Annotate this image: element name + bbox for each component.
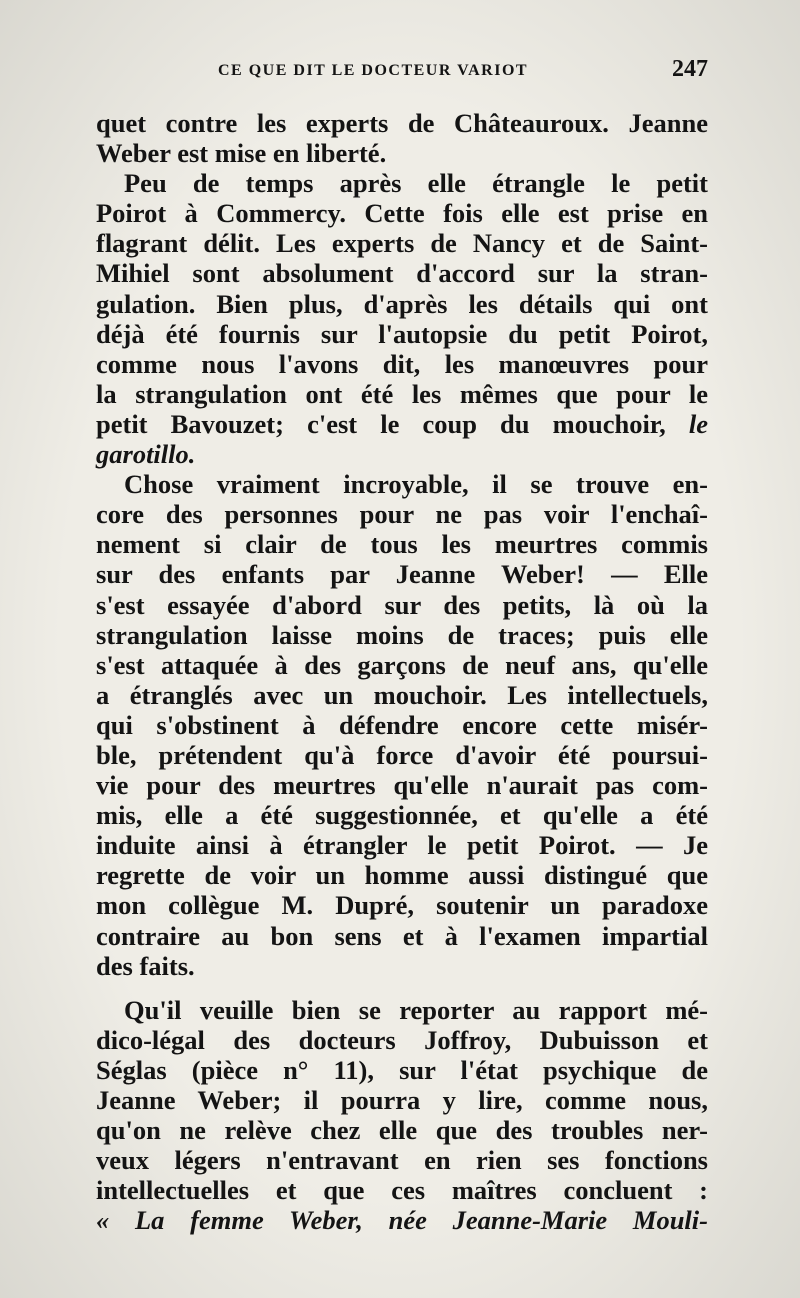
text-line [96, 409, 708, 439]
text-line: Chose vraiment incroyable, il se trouve en- [124, 469, 708, 500]
text-line: regrette de voir un homme aussi distingué que [96, 860, 708, 891]
text-line: flagrant délit. Les experts de Nancy et de Saint- [96, 228, 708, 259]
text-line: mon collègue M. Dupré, soutenir un paradoxe [96, 890, 708, 921]
text-line: nement si clair de tous les meurtres commis [96, 529, 708, 560]
text-line: contraire au bon sens et à l'examen impartial [96, 920, 708, 951]
text-line: mis, elle a été suggestionnée, et qu'elle a été [96, 800, 708, 831]
page-header [218, 56, 708, 90]
paragraph [96, 995, 708, 1236]
text-line: Mihiel sont absolument d'accord sur la stran- [96, 258, 708, 289]
text-line: qui s'obstinent à défendre encore cette misér- [96, 709, 708, 740]
text-line: core des personnes pour ne pas voir l'enchaî- [96, 499, 708, 530]
text-line: Qu'il veuille bien se reporter au rapport mé- [124, 994, 708, 1025]
paragraph [96, 469, 708, 981]
text-line: s'est essayée d'abord sur des petits, là où la [96, 589, 708, 620]
text-line: qu'on ne relève chez elle que des troubles ner- [96, 1115, 708, 1146]
italic-word: le [688, 408, 709, 439]
text-line: comme nous l'avons dit, les manœuvres pour [96, 348, 708, 379]
running-head: CE QUE DIT LE DOCTEUR VARIOT [218, 62, 529, 79]
text-line: vie pour des meurtres qu'elle n'aurait pas com- [96, 770, 708, 801]
text-line: intellectuelles et que ces maîtres concluent : [96, 1175, 708, 1206]
page-number: 247 [672, 56, 708, 82]
text-line: « La femme Weber, née Jeanne-Marie Mouli- [96, 1205, 708, 1236]
text-line: Poirot à Commercy. Cette fois elle est prise en [96, 198, 708, 229]
text-line: des faits. [96, 950, 195, 981]
text-line: déjà été fournis sur l'autopsie du petit Poirot, [96, 318, 708, 349]
text-line: dico-légal des docteurs Joffroy, Dubuisson et [96, 1024, 708, 1055]
text-line: sur des enfants par Jeanne Weber! — Elle [96, 559, 708, 590]
text-line: Séglas (pièce n° 11), sur l'état psychique de [96, 1054, 708, 1085]
text-line: strangulation laisse moins de traces; puis elle [96, 619, 708, 650]
text-line: induite ainsi à étrangler le petit Poirot. — Je [96, 830, 708, 861]
text-line: Jeanne Weber; il pourra y lire, comme nous, [96, 1085, 708, 1115]
text-line: garotillo. [96, 439, 196, 470]
text-line: Peu de temps après elle étrangle le petit [124, 168, 708, 199]
text-line: veux légers n'entravant en rien ses fonctions [96, 1145, 708, 1176]
text-line: quet contre les experts de Châteauroux. Jeanne [96, 108, 708, 138]
text-line: la strangulation ont été les mêmes que pour le [96, 378, 708, 409]
paragraph [96, 168, 708, 469]
text-line: gulation. Bien plus, d'après les détails qui ont [96, 288, 708, 319]
text-line: ble, prétendent qu'à force d'avoir été poursui- [96, 739, 708, 770]
body-text [96, 108, 708, 1235]
text-span: petit Bavouzet; c'est le coup du mouchoir, [96, 408, 666, 439]
paragraph [96, 108, 708, 168]
text-line: Weber est mise en liberté. [96, 138, 387, 169]
text-line: a étranglés avec un mouchoir. Les intellectuels, [96, 679, 708, 710]
text-line: s'est attaquée à des garçons de neuf ans, qu'elle [96, 649, 708, 680]
